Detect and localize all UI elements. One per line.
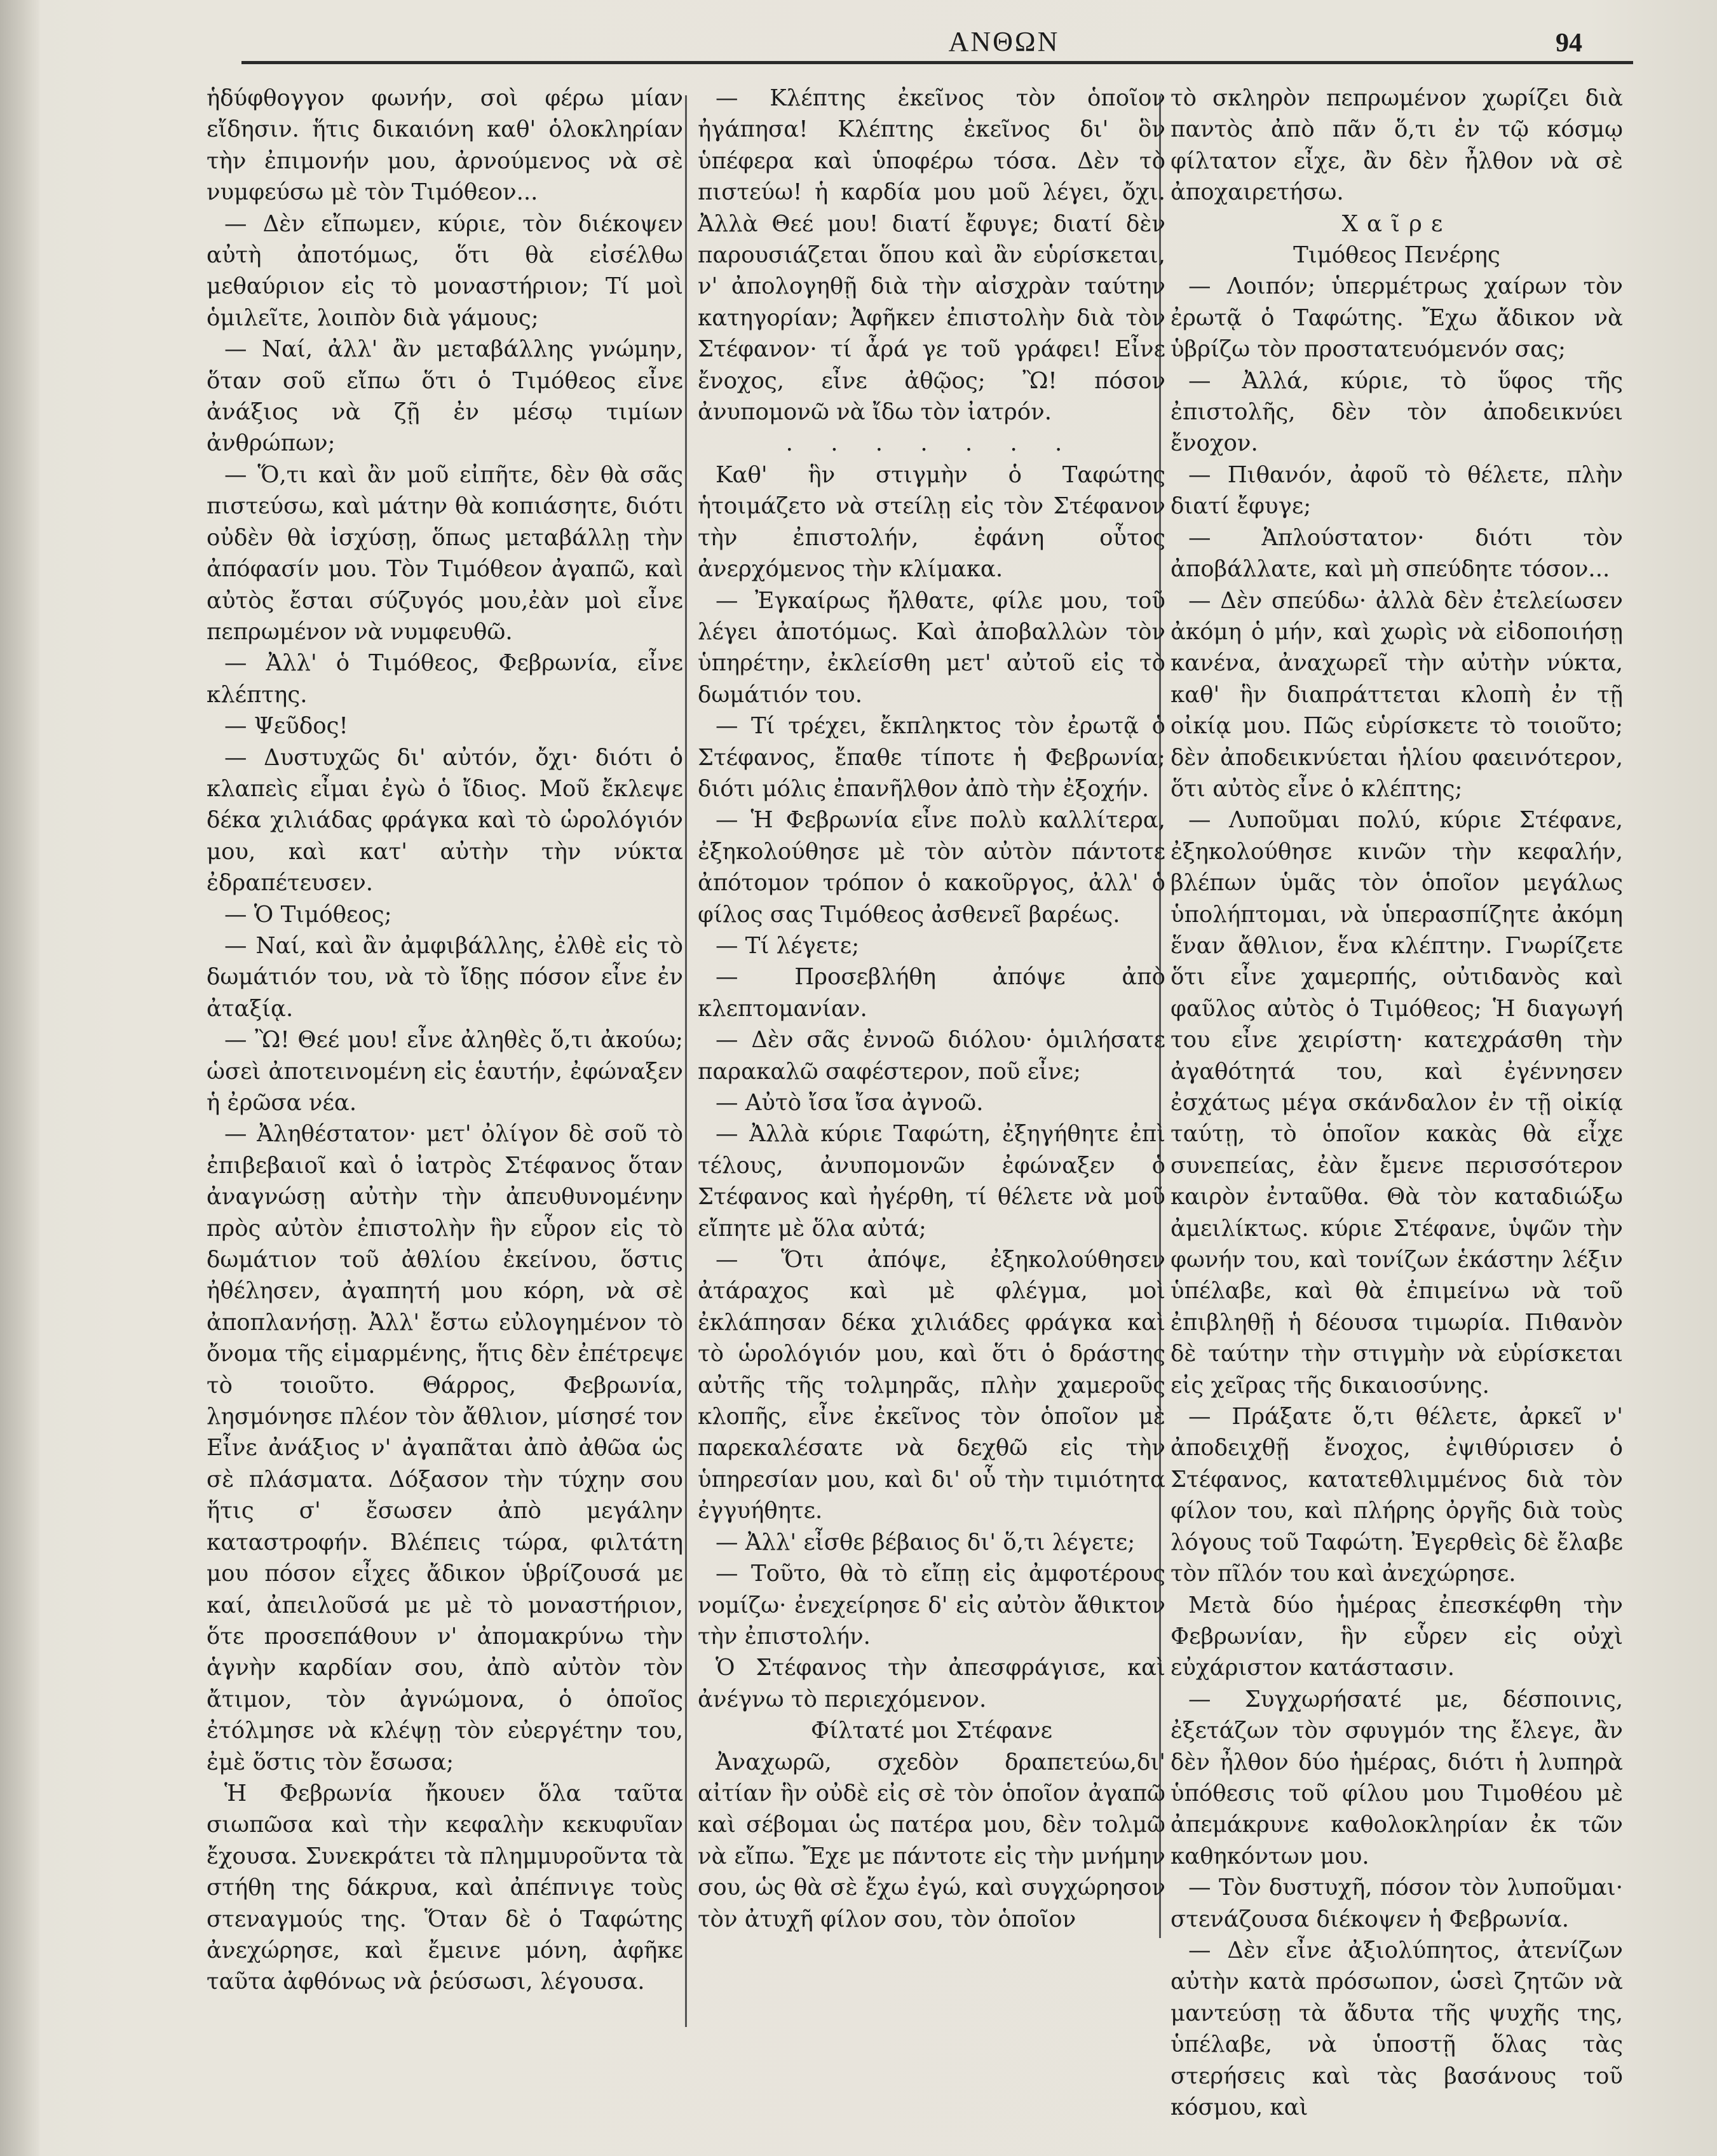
paragraph: — Ἐγκαίρως ἤλθατε, φίλε μου, τοῦ λέγει ἀποτόμως. Καὶ ἀποβαλλὼν τὸν ὑπηρέτην, ἐκλείσθη μετ' αὐτοῦ εἰς τὸ δωμάτιόν του. — [698, 587, 1165, 708]
paragraph: — Δὲν εἴπωμεν, κύριε, τὸν διέκοψεν αὐτὴ ἀποτόμως, ὅτι θὰ εἰσέλθω μεθαύριον εἰς τὸ μοναστήριον; Τί μοὶ ὁμιλεῖτε, λοιπὸν διὰ γάμους; — [207, 210, 683, 331]
paragraph: — Ἀληθέστατον· μετ' ὀλίγον δὲ σοῦ τὸ ἐπιβεβαιοῖ καὶ ὁ ἰατρὸς Στέφανος ὅταν ἀναγνώσῃ αὐτὴν τὴν ἀπευθυνομένην πρὸς αὐτὸν ἐπιστολὴν ἣν εὗρον εἰς τὸ δωμάτιον τοῦ ἀθλίου ἐκείνου, ὅστις ἠθέλησεν, ἀγαπητή μου κόρη, νὰ σὲ ἀποπλανήσῃ. Ἀλλ' ἔστω εὐλογημένον τὸ ὄνομα τῆς εἱμαρμένης, ἥτις δὲν ἐπέτρεψε τὸ τοιοῦτο. Θάρρος, Φεβρωνία, λησμόνησε πλέον τὸν ἄθλιον, μίσησέ τον Εἶνε ἀνάξιος ν' ἀγαπᾶται ἀπὸ ἀθῶα ὡς σὲ πλάσματα. Δόξασον τὴν τύχην σου ἥτις σ' ἔσωσεν ἀπὸ μεγάλην καταστροφήν. Βλέπεις τώρα, φιλτάτη μου πόσον εἶχες ἄδικον ὑβρίζουσά με καί, ἀπειλοῦσά με μὲ τὸ μοναστήριον, ὅτε προσεπάθουν ν' ἀπομακρύνω τὴν ἁγνὴν καρδίαν σου, ἀπὸ αὐτὸν τὸν ἄτιμον, τὸν ἀγνώμονα, ὁ ὁποῖος ἐτόλμησε νὰ κλέψῃ τὸν εὐεργέτην του, ἐμὲ ὅστις τὸν ἔσωσα; — [207, 1121, 683, 1775]
header-rule — [241, 61, 1633, 64]
paragraph: — Τί τρέχει, ἔκπληκτος τὸν ἐρωτᾷ ὁ Στέφανος, ἔπαθε τίποτε ἡ Φεβρωνία; διότι μόλις ἐπανῆλθον ἀπὸ τὴν ἐξοχήν. — [698, 713, 1165, 802]
paragraph: — Κλέπτης ἐκεῖνος τὸν ὁποῖον ἠγάπησα! Κλέπτης ἐκεῖνος δι' ὃν ὑπέφερα καὶ ὑποφέρω τόσα. Δὲν τὸ πιστεύω! ἡ καρδία μου μοῦ λέγει, ὄχι. Ἀλλὰ Θεέ μου! διατί ἔφυγε; διατί δὲν παρουσιάζεται ὅπου καὶ ἂν εὑρίσκεται, ν' ἀπολογηθῇ διὰ τὴν αἰσχρὰν ταύτην κατηγορίαν; Ἀφῆκεν ἐπιστολὴν διὰ τὸν Στέφανον· τί ἆρά γε τοῦ γράφει! Εἶνε ἔνοχος, εἶνε ἀθῷος; Ὢ! πόσον ἀνυπομονῶ νὰ ἴδω τὸν ἰατρόν. — [698, 85, 1165, 426]
page-number: 94 — [1556, 29, 1582, 58]
paragraph: ἡδύφθογγον φωνήν, σοὶ φέρω μίαν εἴδησιν. ἥτις δικαιόνη καθ' ὁλοκληρίαν τὴν ἐπιμονήν μου, ἀρνούμενος νὰ σὲ νυμφεύσω μὲ τὸν Τιμόθεον... — [207, 85, 683, 206]
page-header — [235, 25, 1633, 76]
letter-body: Ἀναχωρῶ, σχεδὸν δραπετεύω,δι' αἰτίαν ἣν οὐδὲ εἰς σὲ τὸν ὁποῖον ἀγαπῶ καὶ σέβομαι ὡς πατέρα μου, δὲν τολμῶ νὰ εἴπω. Ἔχε με πάντοτε εἰς τὴν μνήμην σου, ὡς θὰ σὲ ἔχω ἐγώ, καὶ συγχώρησον τὸν ἀτυχῆ φίλον σου, τὸν ὁποῖον — [698, 1749, 1165, 1932]
paragraph: Καθ' ἣν στιγμὴν ὁ Ταφώτης ἡτοιμάζετο νὰ στείλῃ εἰς τὸν Στέφανον τὴν ἐπιστολήν, ἐφάνη οὗτος ἀνερχόμενος τὴν κλίμακα. — [698, 461, 1165, 583]
column-divider — [685, 95, 687, 2027]
paragraph: — Πράξατε ὅ,τι θέλετε, ἀρκεῖ ν' ἀποδειχθῇ ἔνοχος, ἐψιθύρισεν ὁ Στέφανος, κατατεθλιμμένος διὰ τὸν φίλον του, καὶ πλήρης ὀργῆς διὰ τοὺς λόγους τοῦ Ταφώτη. Ἐγερθεὶς δὲ ἔλαβε τὸν πῖλόν του καὶ ἀνεχώρησε. — [1171, 1404, 1623, 1587]
paragraph: — Ἀλλὰ κύριε Ταφώτη, ἐξηγήθητε ἐπὶ τέλους, ἀνυπομονῶν ἐφώναξεν ὁ Στέφανος καὶ ἠγέρθη, τί θέλετε νὰ μοῦ εἴπητε μὲ ὅλα αὐτά; — [698, 1121, 1165, 1242]
paragraph: — Ἀλλ' ὁ Τιμόθεος, Φεβρωνία, εἶνε κλέπτης. — [207, 650, 683, 708]
paragraph: — Τί λέγετε; — [716, 932, 860, 959]
binding-shadow — [0, 0, 39, 2156]
paragraph: — Λυποῦμαι πολύ, κύριε Στέφανε, ἐξηκολούθησε κινῶν τὴν κεφαλήν, βλέπων ὑμᾶς τὸν ὁποῖον μεγάλως ὑπολήπτομαι, νὰ ὑπερασπίζητε ἀκόμη ἕναν ἄθλιον, ἕνα κλέπτην. Γνωρίζετε ὅτι εἶνε χαμερπής, οὐτιδανὸς καὶ φαῦλος αὐτὸς ὁ Τιμόθεος; Ἡ διαγωγή του εἶνε χειρίστη· κατεχράσθη τὴν ἀγαθότητά του, καὶ ἐγέννησεν ἐσχάτως μέγα σκάνδαλον ἐν τῇ οἰκίᾳ ταύτῃ, τὸ ὁποῖον κακὰς θὰ εἶχε συνεπείας, ἐὰν ἔμενε περισσότερον καιρὸν ἐνταῦθα. Θὰ τὸν καταδιώξω ἀμειλίκτως. κύριε Στέφανε, ὑψῶν τὴν φωνήν του, καὶ τονίζων ἑκάστην λέξιν ὑπέλαβε, καὶ θὰ ἐπιμείνω νὰ τοῦ ἐπιβληθῇ ἡ δέουσα τιμωρία. Πιθανὸν δὲ ταύτην τὴν στιγμὴν νὰ εὑρίσκεται εἰς χεῖρας τῆς δικαιοσύνης. — [1171, 807, 1623, 1399]
paragraph: — Λοιπόν; ὑπερμέτρως χαίρων τὸν ἐρωτᾷ ὁ Ταφώτης. Ἔχω ἄδικον νὰ ὑβρίζω τὸν προστατευόμενόν σας; — [1171, 273, 1623, 363]
paragraph: — Ὁ Τιμόθεος; — [224, 901, 392, 928]
paragraph: — Ἀλλά, κύριε, τὸ ὕφος τῆς ἐπιστολῆς, δὲν τὸν ἀποδεικνύει ἔνοχον. — [1171, 367, 1623, 457]
paragraph: — Ὢ! Θεέ μου! εἶνε ἀληθὲς ὅ,τι ἀκούω; ὡσεὶ ἀποτεινομένη εἰς ἑαυτήν, ἐφώναξεν ἡ ἐρῶσα νέα. — [207, 1027, 683, 1116]
section-break: . . . . . . . — [785, 430, 1078, 457]
running-title: ΑΝΘΩΝ — [948, 26, 1060, 57]
letter-closing: Χαῖρε — [1341, 210, 1452, 237]
paragraph: — Ναί, ἀλλ' ἂν μεταβάλλης γνώμην, ὅταν σοῦ εἴπω ὅτι ὁ Τιμόθεος εἶνε ἀνάξιος νὰ ζῇ ἐν μέσῳ τιμίων ἀνθρώπων; — [207, 336, 683, 457]
paragraph: — Ὅτι ἀπόψε, ἐξηκολούθησεν ἀτάραχος καὶ μὲ φλέγμα, μοὶ ἐκλάπησαν δέκα χιλιάδες φράγκα καὶ τὸ ὡρολόγιόν μου, καὶ ὅτι ὁ δράστης αὐτῆς τῆς τολμηρᾶς, πλὴν χαμεροῦς κλοπῆς, εἶνε ἐκεῖνος τὸν ὁποῖον μὲ παρεκαλέσατε νὰ δεχθῶ εἰς τὴν ὑπηρεσίαν μου, καὶ δι' οὗ τὴν τιμιότητα ἐγγυήθητε. — [698, 1247, 1165, 1524]
paragraph: — Δὲν σπεύδω· ἀλλὰ δὲν ἐτελείωσεν ἀκόμη ὁ μήν, καὶ χωρὶς νὰ εἰδοποιήσῃ κανένα, ἀναχωρεῖ τὴν αὐτὴν νύκτα, καθ' ἣν διαπράττεται κλοπὴ ἐν τῇ οἰκίᾳ μου. Πῶς εὑρίσκετε τὸ τοιοῦτο; δὲν ἀποδεικνύεται ἡλίου φαεινότερον, ὅτι αὐτὸς εἶνε ὁ κλέπτης; — [1171, 587, 1623, 802]
paragraph: — Ἡ Φεβρωνία εἶνε πολὺ καλλίτερα, ἐξηκολούθησε μὲ τὸν αὐτὸν πάντοτε ἀπότομον τρόπον ὁ κακοῦργος, ἀλλ' ὁ φίλος σας Τιμόθεος ἀσθενεῖ βαρέως. — [698, 807, 1165, 928]
letter-body: τὸ σκληρὸν πεπρωμένον χωρίζει διὰ παντὸς ἀπὸ πᾶν ὅ,τι ἐν τῷ κόσμῳ φίλτατον εἶχε, ἂν δὲν ἦλθον νὰ σὲ ἀποχαιρετήσω. — [1171, 85, 1623, 206]
paragraph: — Ἁπλούστατον· διότι τὸν ἀποβάλλατε, καὶ μὴ σπεύδητε τόσον... — [1171, 524, 1623, 583]
text-column-1 — [207, 83, 683, 2084]
paragraph: — Αὐτὸ ἴσα ἴσα ἀγνοῶ. — [716, 1090, 984, 1116]
paragraph: — Τοῦτο, θὰ τὸ εἴπῃ εἰς ἀμφοτέρους νομίζω· ἐνεχείρησε δ' εἰς αὐτὸν ἄθικτον τὴν ἐπιστολήν. — [698, 1561, 1165, 1650]
paragraph: — Δυστυχῶς δι' αὐτόν, ὄχι· διότι ὁ κλαπεὶς εἶμαι ἐγὼ ὁ ἴδιος. Μοῦ ἔκλεψε δέκα χιλιάδας φράγκα καὶ τὸ ὡρολόγιόν μου, καὶ κατ' αὐτὴν τὴν νύκτα ἐδραπέτευσεν. — [207, 744, 683, 897]
paragraph: Ἡ Φεβρωνία ἤκουεν ὅλα ταῦτα σιωπῶσα καὶ τὴν κεφαλὴν κεκυφυῖαν ἔχουσα. Συνεκράτει τὰ πλημμυροῦντα τὰ στήθη της δάκρυα, καὶ ἀπέπνιγε τοὺς στεναγμούς της. Ὅταν δὲ ὁ Ταφώτης ἀνεχώρησε, καὶ ἔμεινε μόνη, ἀφῆκε ταῦτα ἀφθόνως νὰ ῥεύσωσι, λέγουσα. — [207, 1780, 683, 1995]
paragraph: — Δὲν εἶνε ἀξιολύπητος, ἀτενίζων αὐτὴν κατὰ πρόσωπον, ὡσεὶ ζητῶν νὰ μαντεύσῃ τὰ ἄδυτα τῆς ψυχῆς της, ὑπέλαβε, νὰ ὑποστῇ ὅλας τὰς στερήσεις καὶ τὰς βασάνους τοῦ κόσμου, καὶ — [1171, 1937, 1623, 2120]
paragraph: — Συγχωρήσατέ με, δέσποινις, ἐξετάζων τὸν σφυγμόν της ἔλεγε, ἂν δὲν ἦλθον δύο ἡμέρας, διότι ἡ λυπηρὰ ὑπόθεσις τοῦ φίλου μου Τιμοθέου μὲ ἀπεμάκρυνε καθολοκληρίαν ἐκ τῶν καθηκόντων μου. — [1171, 1686, 1623, 1869]
paragraph: — Ναί, καὶ ἂν ἀμφιβάλλης, ἐλθὲ εἰς τὸ δωμάτιόν του, νὰ τὸ ἴδῃς πόσον εἶνε ἐν ἀταξίᾳ. — [207, 932, 683, 1022]
text-column-2 — [698, 83, 1165, 2084]
paragraph: Μετὰ δύο ἡμέρας ἐπεσκέφθη τὴν Φεβρωνίαν, ἣν εὗρεν εἰς οὐχὶ εὐχάριστον κατάστασιν. — [1171, 1592, 1623, 1681]
paragraph: — Ψεῦδος! — [224, 713, 348, 740]
paragraph: — Ἀλλ' εἶσθε βέβαιος δι' ὅ,τι λέγετε; — [716, 1529, 1136, 1556]
paragraph: — Δὲν σᾶς ἐννοῶ διόλου· ὁμιλήσατε παρακαλῶ σαφέστερον, ποῦ εἶνε; — [698, 1027, 1165, 1085]
paragraph: — Πιθανόν, ἀφοῦ τὸ θέλετε, πλὴν διατί ἔφυγε; — [1171, 461, 1623, 520]
text-column-3 — [1171, 83, 1623, 2120]
paragraph: — Ὅ,τι καὶ ἂν μοῦ εἰπῆτε, δὲν θὰ σᾶς πιστεύσω, καὶ μάτην θὰ κοπιάσητε, διότι οὐδὲν θὰ ἰσχύσῃ, ὅπως μεταβάλλῃ τὴν ἀπόφασίν μου. Τὸν Τιμόθεον ἀγαπῶ, καὶ αὐτὸς ἔσται σύζυγός μου,ἐὰν μοὶ εἶνε πεπρωμένον νὰ νυμφευθῶ. — [207, 461, 683, 645]
letter-signature: Τιμόθεος Πενέρης — [1293, 242, 1500, 269]
letter-salutation: Φίλτατέ μοι Στέφανε — [810, 1718, 1053, 1744]
paragraph: — Προσεβλήθη ἀπόψε ἀπὸ κλεπτομανίαν. — [698, 964, 1165, 1022]
paragraph: — Τὸν δυστυχῆ, πόσον τὸν λυποῦμαι· στενάζουσα διέκοψεν ἡ Φεβρωνία. — [1171, 1875, 1623, 1932]
paragraph: Ὁ Στέφανος τὴν ἀπεσφράγισε, καὶ ἀνέγνω τὸ περιεχόμενον. — [698, 1655, 1165, 1712]
